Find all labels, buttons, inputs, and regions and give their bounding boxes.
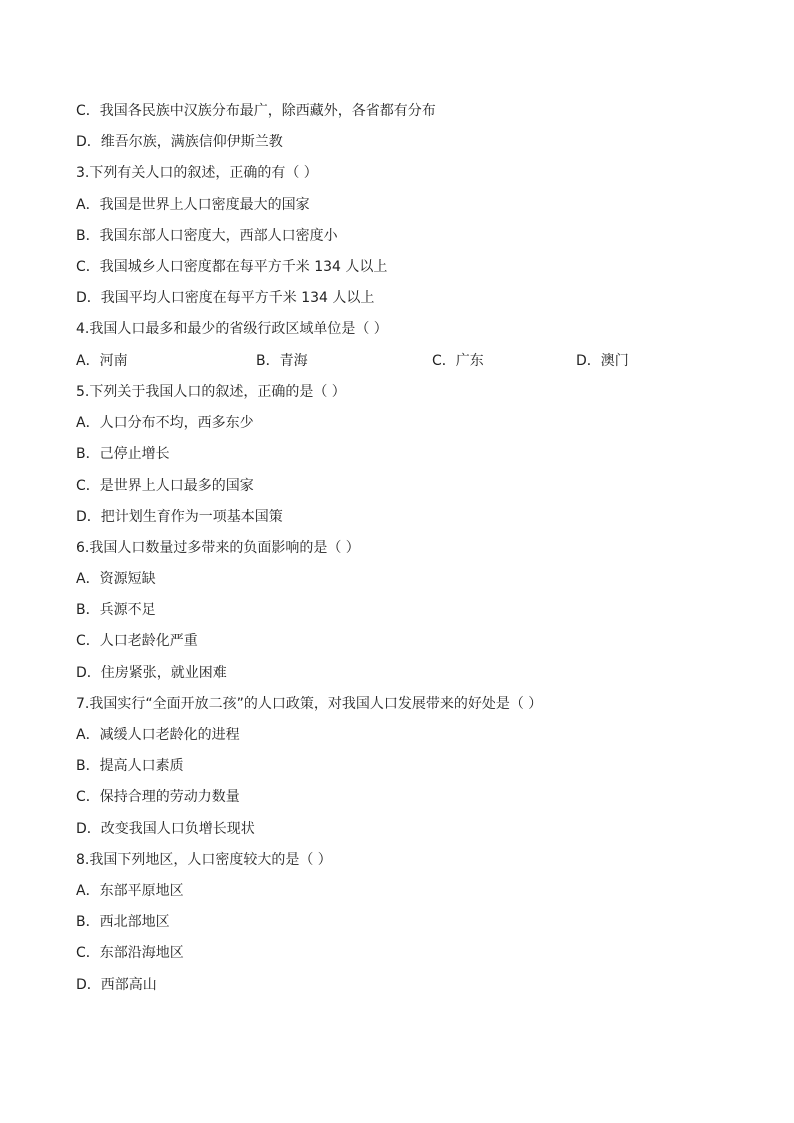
q4-option-a: A．河南: [76, 353, 128, 369]
q4-option-c: C．广东: [432, 353, 484, 369]
q3-option-c: C．我国城乡人口密度都在每平方千米 134 人以上: [76, 259, 388, 275]
q3-option-a: A．我国是世界上人口密度最大的国家: [76, 197, 310, 213]
q5-option-d: D．把计划生育作为一项基本国策: [76, 509, 283, 525]
q7-option-b: B．提高人口素质: [76, 758, 184, 774]
q8-option-a: A．东部平原地区: [76, 883, 184, 899]
q8-stem: 8.我国下列地区，人口密度较大的是（ ）: [76, 852, 332, 868]
q5-option-b: B．己停止增长: [76, 446, 170, 462]
q8-option-c: C．东部沿海地区: [76, 945, 184, 961]
q8-option-d: D．西部高山: [76, 977, 157, 993]
q4-stem: 4.我国人口最多和最少的省级行政区域单位是（ ）: [76, 321, 388, 337]
q6-option-b: B．兵源不足: [76, 602, 156, 618]
q5-option-a: A．人口分布不均，西多东少: [76, 415, 254, 431]
q7-option-c: C．保持合理的劳动力数量: [76, 789, 240, 805]
q4-option-d: D．澳门: [576, 353, 629, 369]
q2-option-c: C．我国各民族中汉族分布最广，除西藏外，各省都有分布: [76, 103, 436, 119]
q6-option-d: D．住房紧张，就业困难: [76, 665, 227, 681]
q5-stem: 5.下列关于我国人口的叙述，正确的是（ ）: [76, 384, 346, 400]
q3-stem: 3.下列有关人口的叙述，正确的有（ ）: [76, 165, 318, 181]
q5-option-c: C．是世界上人口最多的国家: [76, 478, 254, 494]
q7-option-d: D．改变我国人口负增长现状: [76, 821, 255, 837]
q3-option-d: D．我国平均人口密度在每平方千米 134 人以上: [76, 290, 375, 306]
q4-options-row: [76, 352, 734, 370]
q7-option-a: A．减缓人口老龄化的进程: [76, 727, 240, 743]
q2-option-d: D．维吾尔族，满族信仰伊斯兰教: [76, 134, 283, 150]
q7-stem: 7.我国实行“全面开放二孩”的人口政策，对我国人口发展带来的好处是（ ）: [76, 696, 543, 712]
q6-option-a: A．资源短缺: [76, 571, 156, 587]
q3-option-b: B．我国东部人口密度大，西部人口密度小: [76, 228, 338, 244]
q6-option-c: C．人口老龄化严重: [76, 633, 198, 649]
q6-stem: 6.我国人口数量过多带来的负面影响的是（ ）: [76, 540, 360, 556]
q8-option-b: B．西北部地区: [76, 914, 170, 930]
q4-option-b: B．青海: [256, 353, 308, 369]
